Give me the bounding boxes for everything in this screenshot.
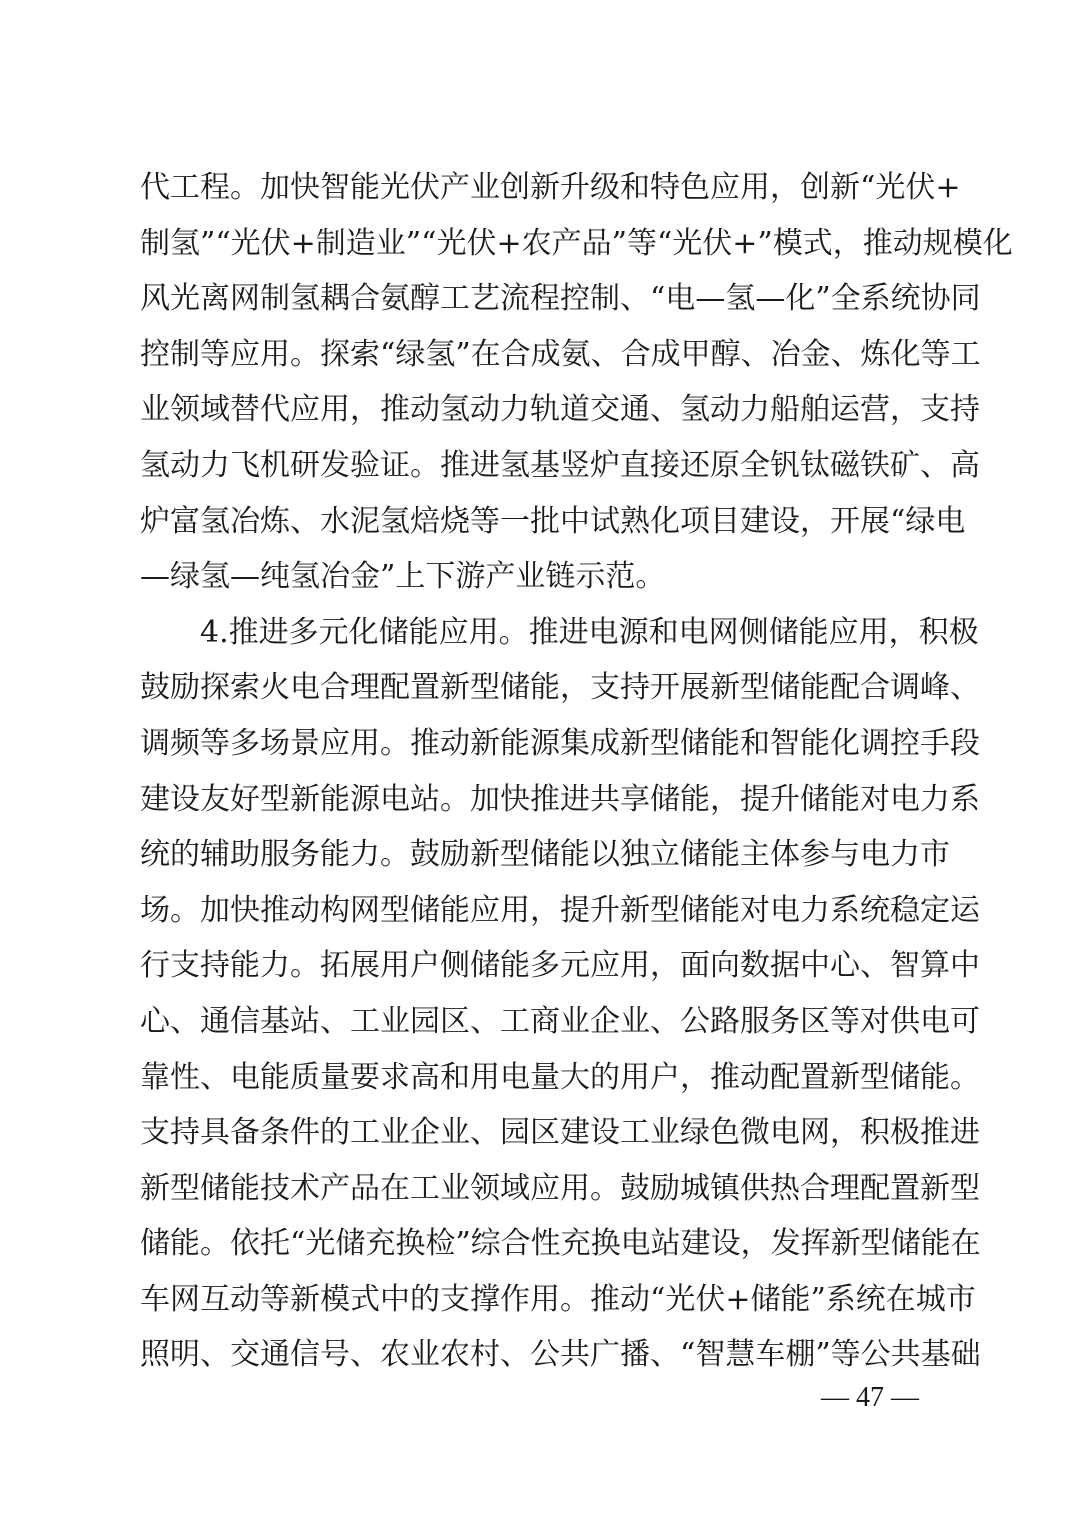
text-line: 心、通信基站、工业园区、工商业企业、公路服务区等对供电可 xyxy=(140,1003,980,1039)
text-line: 炉富氢冶炼、水泥氢焙烧等一批中试熟化项目建设，开展“绿电 xyxy=(140,503,966,539)
text-line: 场。加快推动构网型储能应用，提升新型储能对电力系统稳定运 xyxy=(140,892,980,928)
text-line: 照明、交通信号、农业农村、公共广播、“智慧车棚”等公共基础 xyxy=(140,1337,981,1373)
text-line: 支持具备条件的工业企业、园区建设工业绿色微电网，积极推进 xyxy=(140,1115,980,1151)
text-line: 鼓励探索火电合理配置新型储能，支持开展新型储能配合调峰、 xyxy=(140,670,980,706)
text-line: 建设友好型新能源电站。加快推进共享储能，提升储能对电力系 xyxy=(140,781,980,817)
body-text xyxy=(140,160,1013,1383)
text-line: 风光离网制氢耦合氨醇工艺流程控制、“电—氢—化”全系统协同 xyxy=(140,281,981,317)
text-line: 靠性、电能质量要求高和用电量大的用户，推动配置新型储能。 xyxy=(140,1059,980,1095)
text-line: 新型储能技术产品在工业领域应用。鼓励城镇供热合理配置新型 xyxy=(140,1170,980,1206)
text-line: 车网互动等新模式中的支撑作用。推动“光伏+储能”系统在城市 xyxy=(140,1281,976,1317)
text-line: 储能。依托“光储充换检”综合性充换电站建设，发挥新型储能在 xyxy=(140,1226,981,1262)
text-line: 代工程。加快智能光伏产业创新升级和特色应用，创新“光伏+ xyxy=(140,170,961,205)
text-line: 调频等多场景应用。推动新能源集成新型储能和智能化调控手段 xyxy=(140,725,980,761)
text-line: 制氢”“光伏+制造业”“光伏+农产品”等“光伏+”模式，推动规模化 xyxy=(140,225,1013,261)
section-heading-line: 4.推进多元化储能应用。推进电源和电网侧储能应用，积极 xyxy=(200,614,979,650)
text-line: 行支持能力。拓展用户侧储能多元应用，面向数据中心、智算中 xyxy=(140,948,980,984)
text-line: 控制等应用。探索“绿氢”在合成氨、合成甲醇、冶金、炼化等工 xyxy=(140,336,981,372)
text-line: 氢动力飞机研发验证。推进氢基竖炉直接还原全钒钛磁铁矿、高 xyxy=(140,447,980,483)
page-number: — 47 — xyxy=(821,1382,919,1413)
text-line: 业领域替代应用，推动氢动力轨道交通、氢动力船舶运营，支持 xyxy=(140,392,980,428)
text-line: 统的辅助服务能力。鼓励新型储能以独立储能主体参与电力市 xyxy=(140,837,950,873)
text-line: —绿氢—纯氢冶金”上下游产业链示范。 xyxy=(140,559,666,595)
